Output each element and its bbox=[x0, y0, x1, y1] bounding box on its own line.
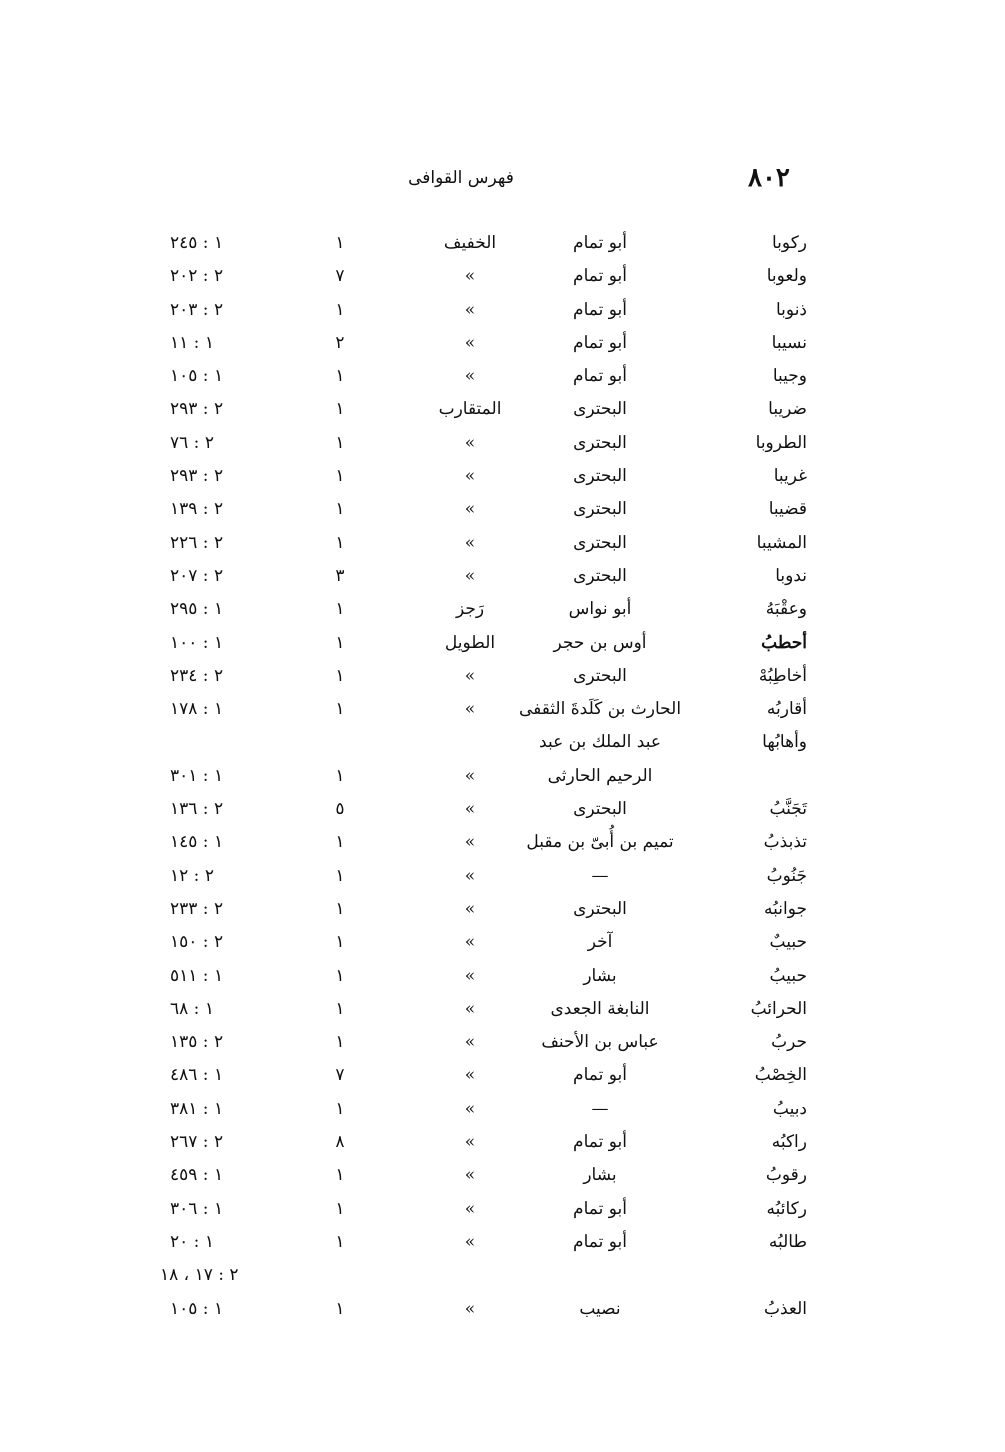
meter-name: » bbox=[464, 1032, 476, 1053]
meter-name: » bbox=[464, 366, 476, 387]
rhyme-word: جوانبُه bbox=[764, 898, 807, 919]
meter-name: » bbox=[464, 532, 476, 553]
meter-name: » bbox=[464, 1132, 476, 1153]
meter-name: » bbox=[464, 499, 476, 520]
volume-page-ref: ١ : ٣٠٦ bbox=[170, 1198, 224, 1219]
volume-page-ref: ١ : ١٠٥ bbox=[170, 366, 224, 387]
table-row bbox=[150, 425, 815, 458]
poet-name: عبد الملك بن عبد bbox=[539, 732, 661, 753]
verse-count: ٨ bbox=[335, 1132, 345, 1153]
rhyme-word: الخِصْبُ bbox=[754, 1065, 807, 1086]
volume-page-ref: ٢ : ١٣٦ bbox=[170, 799, 224, 820]
verse-count: ١ bbox=[335, 665, 345, 686]
volume-page-ref: ٢ : ١٧ ، ١٨ bbox=[160, 1265, 239, 1286]
poet-name: البحترى bbox=[573, 799, 627, 820]
volume-page-ref: ١ : ١٤٥ bbox=[170, 832, 224, 853]
table-row bbox=[150, 1057, 815, 1090]
volume-page-ref: ٢ : ٢٣٤ bbox=[170, 665, 224, 686]
meter-name: » bbox=[464, 765, 476, 786]
rhyme-word: أقاربُه bbox=[766, 699, 807, 720]
meter-name: » bbox=[464, 699, 476, 720]
volume-page-ref: ١ : ٢٠ bbox=[170, 1231, 214, 1252]
table-row bbox=[150, 924, 815, 957]
poet-name: البحترى bbox=[573, 432, 627, 453]
table-row bbox=[150, 458, 815, 491]
verse-count: ١ bbox=[335, 632, 345, 653]
volume-page-ref: ١ : ٢٤٥ bbox=[170, 233, 224, 253]
verse-count: ١ bbox=[335, 599, 345, 620]
rhyme-word: ضريبا bbox=[768, 399, 807, 420]
meter-name: » bbox=[464, 332, 476, 353]
rhyme-index-table bbox=[150, 225, 815, 1324]
table-row bbox=[150, 358, 815, 391]
verse-count: ١ bbox=[335, 965, 345, 986]
table-row bbox=[150, 1257, 815, 1290]
volume-page-ref: ١ : ١٧٨ bbox=[170, 699, 224, 720]
volume-page-ref: ٢ : ٢٠٣ bbox=[170, 299, 224, 320]
table-row bbox=[150, 891, 815, 924]
volume-page-ref: ٢ : ١٥٠ bbox=[170, 932, 224, 953]
rhyme-word: ركائبُه bbox=[766, 1198, 807, 1219]
meter-name: » bbox=[464, 1298, 476, 1319]
rhyme-word: وعقْبَهُ bbox=[765, 599, 807, 620]
table-row bbox=[150, 1124, 815, 1157]
table-row bbox=[150, 1291, 815, 1324]
page-number: ٨٠٢ bbox=[748, 163, 790, 193]
verse-count: ١ bbox=[335, 1298, 345, 1319]
page-title: فهرس القوافى bbox=[408, 168, 514, 188]
verse-count: ١ bbox=[335, 1198, 345, 1219]
verse-count: ١ bbox=[335, 1231, 345, 1252]
verse-count: ٥ bbox=[335, 799, 345, 820]
volume-page-ref: ١ : ٦٨ bbox=[170, 998, 214, 1019]
rhyme-word: قضيبا bbox=[768, 499, 807, 520]
poet-name: أبو تمام bbox=[573, 1132, 627, 1153]
table-row bbox=[150, 691, 815, 724]
verse-count: ١ bbox=[335, 898, 345, 919]
meter-name: » bbox=[464, 299, 476, 320]
table-row bbox=[150, 1191, 815, 1224]
verse-count: ١ bbox=[335, 1032, 345, 1053]
meter-name: » bbox=[464, 466, 476, 487]
meter-name: » bbox=[464, 1198, 476, 1219]
verse-count: ٧ bbox=[335, 266, 345, 287]
rhyme-word: العذبُ bbox=[763, 1298, 807, 1319]
table-row bbox=[150, 958, 815, 991]
verse-count: ٣ bbox=[335, 565, 345, 586]
verse-count: ١ bbox=[335, 1098, 345, 1119]
meter-name: » bbox=[464, 1231, 476, 1252]
table-row bbox=[150, 1091, 815, 1124]
volume-page-ref: ٢ : ٧٦ bbox=[170, 432, 214, 453]
poet-name: أبو تمام bbox=[573, 366, 627, 387]
table-row bbox=[150, 858, 815, 891]
verse-count: ١ bbox=[335, 499, 345, 520]
meter-name: » bbox=[464, 898, 476, 919]
meter-name: » bbox=[464, 565, 476, 586]
poet-name: البحترى bbox=[573, 898, 627, 919]
meter-name: المتقارب bbox=[438, 399, 502, 420]
volume-page-ref: ٢ : ٢٣٣ bbox=[170, 898, 224, 919]
poet-name: أبو تمام bbox=[573, 1198, 627, 1219]
volume-page-ref: ٢ : ٢٠٢ bbox=[170, 266, 224, 287]
meter-name: » bbox=[464, 965, 476, 986]
table-row bbox=[150, 791, 815, 824]
volume-page-ref: ٢ : ١٣٥ bbox=[170, 1032, 224, 1053]
verse-count: ١ bbox=[335, 832, 345, 853]
verse-count: ١ bbox=[335, 366, 345, 387]
verse-count: ١ bbox=[335, 432, 345, 453]
meter-name: » bbox=[464, 1165, 476, 1186]
poet-name: نصيب bbox=[579, 1298, 621, 1319]
verse-count: ١ bbox=[335, 233, 345, 253]
table-row bbox=[150, 658, 815, 691]
verse-count: ١ bbox=[335, 699, 345, 720]
meter-name: الخفيف bbox=[443, 233, 497, 253]
meter-name: » bbox=[464, 865, 476, 886]
table-row bbox=[150, 758, 815, 791]
meter-name: » bbox=[464, 432, 476, 453]
verse-count: ١ bbox=[335, 865, 345, 886]
volume-page-ref: ١ : ٤٨٦ bbox=[170, 1065, 224, 1086]
table-row bbox=[150, 991, 815, 1024]
volume-page-ref: ١ : ٤٥٩ bbox=[170, 1165, 224, 1186]
volume-page-ref: ١ : ٣٠١ bbox=[170, 765, 224, 786]
poet-name: البحترى bbox=[573, 399, 627, 420]
rhyme-word: أحطبُ bbox=[761, 632, 807, 653]
table-row bbox=[150, 591, 815, 624]
volume-page-ref: ١ : ٣٨١ bbox=[170, 1098, 224, 1119]
volume-page-ref: ٢ : ٢٩٣ bbox=[170, 466, 224, 487]
rhyme-word: تذبذبُ bbox=[763, 832, 807, 853]
rhyme-word: الحرائبُ bbox=[750, 998, 807, 1019]
rhyme-word: رقوبُ bbox=[765, 1165, 807, 1186]
poet-name: أبو تمام bbox=[573, 1065, 627, 1086]
volume-page-ref: ٢ : ٢٦٧ bbox=[170, 1132, 224, 1153]
verse-count: ١ bbox=[335, 399, 345, 420]
rhyme-word: الطروبا bbox=[755, 432, 807, 453]
volume-page-ref: ٢ : ١٣٩ bbox=[170, 499, 224, 520]
meter-name: » bbox=[464, 1098, 476, 1119]
rhyme-word: أخاطِبُهْ bbox=[758, 665, 807, 686]
poet-name: أبو تمام bbox=[573, 266, 627, 287]
rhyme-word: ذنوبا bbox=[776, 299, 807, 320]
table-row bbox=[150, 558, 815, 591]
rhyme-word: ولعوبا bbox=[766, 266, 807, 287]
poet-name: أبو تمام bbox=[573, 1231, 627, 1252]
poet-name: أبو تمام bbox=[573, 233, 627, 253]
verse-count: ١ bbox=[335, 932, 345, 953]
meter-name: » bbox=[464, 799, 476, 820]
verse-count: ٧ bbox=[335, 1065, 345, 1086]
volume-page-ref: ٢ : ٢٠٧ bbox=[170, 565, 224, 586]
poet-name: عباس بن الأحنف bbox=[541, 1032, 659, 1053]
rhyme-word: حبيبٌ bbox=[769, 932, 807, 953]
volume-page-ref: ١ : ١١ bbox=[170, 332, 214, 353]
table-row bbox=[150, 391, 815, 424]
meter-name: » bbox=[464, 932, 476, 953]
table-row bbox=[150, 1224, 815, 1257]
meter-name: » bbox=[464, 998, 476, 1019]
table-row bbox=[150, 325, 815, 358]
table-row bbox=[150, 1024, 815, 1057]
volume-page-ref: ٢ : ٢٩٣ bbox=[170, 399, 224, 420]
poet-name: البحترى bbox=[573, 532, 627, 553]
rhyme-word: جَنُوبُ bbox=[766, 865, 807, 886]
verse-count: ١ bbox=[335, 532, 345, 553]
verse-count: ١ bbox=[335, 998, 345, 1019]
table-row bbox=[150, 292, 815, 325]
verse-count: ١ bbox=[335, 765, 345, 786]
meter-name: رَجز bbox=[455, 599, 485, 620]
table-row bbox=[150, 225, 815, 258]
rhyme-word: غريبا bbox=[773, 466, 807, 487]
volume-page-ref: ١ : ١٠٠ bbox=[170, 632, 224, 653]
table-row bbox=[150, 1157, 815, 1190]
volume-page-ref: ١ : ٢٩٥ bbox=[170, 599, 224, 620]
rhyme-word: حربُ bbox=[771, 1032, 807, 1053]
rhyme-word: تَجَنَّبُ bbox=[769, 799, 807, 820]
volume-page-ref: ٢ : ١٢ bbox=[170, 865, 214, 886]
meter-name: » bbox=[464, 266, 476, 287]
poet-name: البحترى bbox=[573, 665, 627, 686]
meter-name: » bbox=[464, 832, 476, 853]
poet-name: النابغة الجعدى bbox=[550, 998, 650, 1019]
poet-name: البحترى bbox=[573, 466, 627, 487]
rhyme-word: نسيبا bbox=[771, 332, 807, 353]
rhyme-word: طالبُه bbox=[768, 1231, 807, 1252]
rhyme-word: المشيبا bbox=[756, 532, 807, 553]
poet-name: الحارث بن كَلَدةَ الثقفى bbox=[518, 699, 682, 720]
table-row bbox=[150, 824, 815, 857]
verse-count: ١ bbox=[335, 1165, 345, 1186]
poet-name: الرحيم الحارثى bbox=[547, 765, 653, 786]
meter-name: » bbox=[464, 1065, 476, 1086]
rhyme-word: ركوبا bbox=[772, 233, 807, 253]
poet-name: بشار bbox=[583, 965, 617, 986]
rhyme-word: وجيبا bbox=[772, 366, 807, 387]
rhyme-word: راكبُه bbox=[771, 1132, 807, 1153]
poet-name: أبو تمام bbox=[573, 332, 627, 353]
poet-name: أوس بن حجر bbox=[553, 632, 647, 653]
poet-name: أبو تمام bbox=[573, 299, 627, 320]
poet-name: آخر bbox=[587, 932, 613, 953]
table-row bbox=[150, 525, 815, 558]
poet-name: أبو نواس bbox=[568, 599, 632, 620]
rhyme-word: حبيبُ bbox=[769, 965, 807, 986]
table-row bbox=[150, 724, 815, 757]
rhyme-word: وأهابُها bbox=[762, 732, 807, 753]
volume-page-ref: ١ : ٥١١ bbox=[170, 965, 224, 986]
poet-name: بشار bbox=[583, 1165, 617, 1186]
poet-name: تميم بن أُبىّ بن مقبل bbox=[526, 832, 674, 853]
poet-name: — bbox=[591, 1098, 609, 1119]
rhyme-word: ندوبا bbox=[775, 565, 807, 586]
volume-page-ref: ١ : ١٠٥ bbox=[170, 1298, 224, 1319]
volume-page-ref: ٢ : ٢٢٦ bbox=[170, 532, 224, 553]
table-row bbox=[150, 258, 815, 291]
verse-count: ١ bbox=[335, 299, 345, 320]
meter-name: الطويل bbox=[444, 632, 496, 653]
verse-count: ٢ bbox=[335, 332, 345, 353]
verse-count: ١ bbox=[335, 466, 345, 487]
poet-name: — bbox=[591, 865, 609, 886]
poet-name: البحترى bbox=[573, 565, 627, 586]
meter-name: » bbox=[464, 665, 476, 686]
table-row bbox=[150, 491, 815, 524]
table-row bbox=[150, 625, 815, 658]
rhyme-word: دبيبُ bbox=[772, 1098, 807, 1119]
poet-name: البحترى bbox=[573, 499, 627, 520]
